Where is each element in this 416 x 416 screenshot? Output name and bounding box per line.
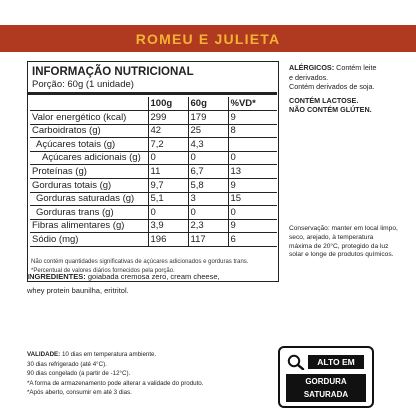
row-value-60g: 6,7 bbox=[188, 165, 228, 179]
row-value-vd: 0 bbox=[228, 206, 277, 220]
row-value-60g: 117 bbox=[188, 233, 228, 247]
validity-line: *A forma de armazenamento pode alterar a validade do produto. bbox=[27, 379, 204, 387]
header-vd: %VD* bbox=[228, 97, 277, 111]
row-value-60g: 0 bbox=[188, 206, 228, 220]
validity-line: *Após aberto, consumir em até 3 dias. bbox=[27, 389, 132, 396]
allergens-block bbox=[289, 63, 414, 115]
badge-bottom-line-1: GORDURA bbox=[305, 377, 347, 386]
table-row bbox=[30, 192, 277, 206]
allergens-line-1 bbox=[289, 63, 414, 73]
validity-block bbox=[27, 350, 267, 398]
allergens-line-3: Contém derivados de soja. bbox=[289, 82, 375, 92]
row-label: Fibras alimentares (g) bbox=[30, 219, 148, 233]
table-row bbox=[30, 111, 277, 125]
nutrition-title: INFORMAÇÃO NUTRICIONAL bbox=[32, 66, 194, 78]
validity-label: VALIDADE: bbox=[27, 351, 61, 358]
row-value-100g: 9,7 bbox=[148, 179, 188, 193]
conservation-block bbox=[289, 225, 414, 260]
nutrition-note-1: Não contém quantidades significativas de açúcares adicionados e gorduras trans. bbox=[31, 259, 249, 265]
ingredients-line-1 bbox=[27, 270, 257, 284]
table-row bbox=[30, 219, 277, 233]
row-value-100g: 0 bbox=[148, 151, 188, 165]
badge-bottom bbox=[286, 374, 366, 402]
ingredients-block bbox=[27, 270, 257, 297]
row-value-60g: 3 bbox=[188, 192, 228, 206]
row-value-100g: 0 bbox=[148, 206, 188, 220]
nutrition-facts-box bbox=[27, 61, 279, 282]
row-value-100g: 196 bbox=[148, 233, 188, 247]
row-label: Carboidratos (g) bbox=[30, 124, 148, 138]
table-row bbox=[30, 165, 277, 179]
row-value-60g: 0 bbox=[188, 151, 228, 165]
high-saturated-fat-badge bbox=[278, 346, 374, 408]
row-value-60g: 4,3 bbox=[188, 138, 228, 152]
row-value-vd: 15 bbox=[228, 192, 277, 206]
validity-line-1 bbox=[27, 350, 267, 360]
table-row bbox=[30, 151, 277, 165]
badge-bottom-line-2: SATURADA bbox=[303, 390, 349, 399]
header-60g: 60g bbox=[188, 97, 228, 111]
row-value-60g: 25 bbox=[188, 124, 228, 138]
row-label: Proteínas (g) bbox=[30, 165, 148, 179]
allergens-line-2: e derivados. bbox=[289, 72, 329, 82]
ingredients-line-2: whey protein baunilha, eritritol. bbox=[27, 285, 129, 295]
validity-text-1: 10 dias em temperatura ambiente. bbox=[61, 351, 157, 358]
row-label: Gorduras totais (g) bbox=[30, 179, 148, 193]
row-value-vd bbox=[228, 138, 277, 152]
row-value-100g: 5,1 bbox=[148, 192, 188, 206]
badge-top-row bbox=[286, 354, 366, 370]
row-label: Sódio (mg) bbox=[30, 233, 148, 247]
row-value-vd: 6 bbox=[228, 233, 277, 247]
row-value-100g: 42 bbox=[148, 124, 188, 138]
allergens-text-1: Contém leite bbox=[336, 63, 377, 72]
table-row bbox=[30, 206, 277, 220]
table-row bbox=[30, 124, 277, 138]
ingredients-text-1: goiabada cremosa zero, cream cheese, bbox=[87, 272, 220, 281]
magnifier-icon bbox=[286, 354, 306, 370]
nutrition-header-row bbox=[30, 97, 277, 111]
row-label: Valor energético (kcal) bbox=[30, 111, 148, 125]
row-label: Açúcares totais (g) bbox=[30, 138, 148, 152]
row-value-60g: 179 bbox=[188, 111, 228, 125]
row-value-100g: 299 bbox=[148, 111, 188, 125]
badge-top-text: ALTO EM bbox=[308, 355, 364, 369]
row-value-60g: 2,3 bbox=[188, 219, 228, 233]
row-value-60g: 5,8 bbox=[188, 179, 228, 193]
row-value-vd: 9 bbox=[228, 179, 277, 193]
nutrition-divider bbox=[28, 92, 277, 95]
nutrition-note-2: *Percentual de valores diários fornecidos pela porção. bbox=[31, 267, 175, 274]
row-value-vd: 9 bbox=[228, 111, 277, 125]
nutrition-portion: Porção: 60g (1 unidade) bbox=[32, 79, 134, 90]
nutrition-table bbox=[30, 97, 277, 247]
conservation-line: solar e longe de produtos químicos. bbox=[289, 251, 394, 259]
validity-line: 90 dias congelado (a partir de -12°C). bbox=[27, 370, 131, 377]
row-value-100g: 3,9 bbox=[148, 219, 188, 233]
conservation-line: Conservação: manter em local limpo, bbox=[289, 225, 398, 232]
row-label: Gorduras trans (g) bbox=[30, 206, 148, 220]
ingredients-label: INGREDIENTES: bbox=[27, 272, 86, 281]
header-100g: 100g bbox=[148, 97, 188, 111]
row-value-vd: 8 bbox=[228, 124, 277, 138]
lactose-text: CONTÉM LACTOSE. bbox=[289, 95, 359, 105]
conservation-line: seco, arejado, à temperatura bbox=[289, 233, 374, 241]
row-value-100g: 11 bbox=[148, 165, 188, 179]
row-value-vd: 13 bbox=[228, 165, 277, 179]
row-label: Açúcares adicionais (g) bbox=[30, 151, 148, 165]
table-row bbox=[30, 233, 277, 247]
row-value-vd: 0 bbox=[228, 151, 277, 165]
row-label: Gorduras saturadas (g) bbox=[30, 192, 148, 206]
product-title: ROMEU E JULIETA bbox=[135, 31, 281, 47]
validity-line: 30 dias refrigerado (até 4°C). bbox=[27, 360, 107, 368]
header-blank bbox=[30, 97, 148, 111]
conservation-line: máxima de 20°C, protegido da luz bbox=[289, 242, 389, 250]
header-banner bbox=[0, 0, 416, 52]
table-row bbox=[30, 179, 277, 193]
allergens-label: ALÉRGICOS: bbox=[289, 63, 335, 72]
table-row bbox=[30, 138, 277, 152]
gluten-warning bbox=[289, 105, 414, 115]
lactose-warning bbox=[289, 96, 414, 106]
gluten-text: NÃO CONTÉM GLÚTEN. bbox=[289, 105, 372, 115]
row-value-vd: 9 bbox=[228, 219, 277, 233]
row-value-100g: 7,2 bbox=[148, 138, 188, 152]
